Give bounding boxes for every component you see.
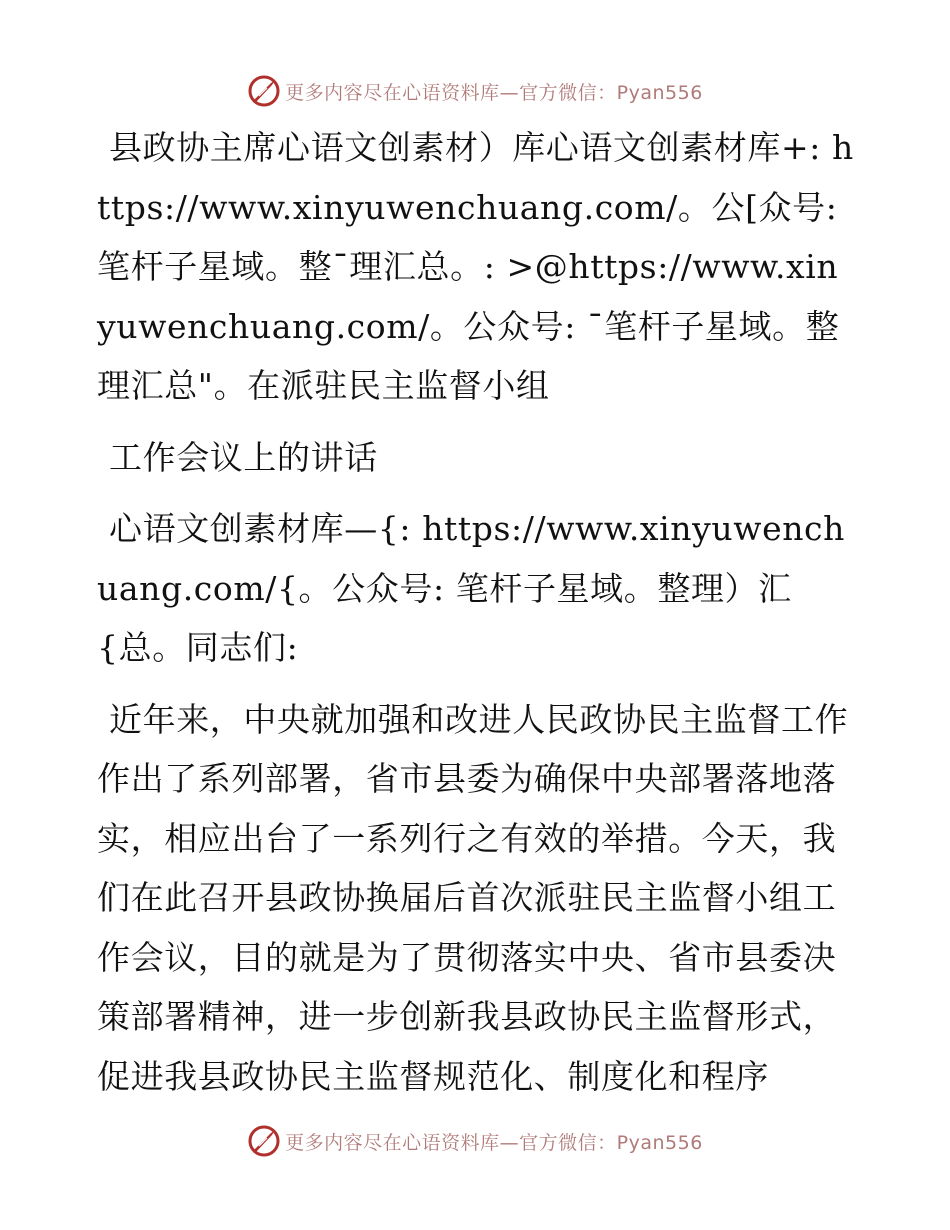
paragraph-title xyxy=(97,428,857,488)
quill-pen-logo-icon xyxy=(247,1124,281,1158)
quill-pen-logo-icon xyxy=(247,74,281,108)
paragraph-body xyxy=(97,690,857,1107)
header-watermark-banner xyxy=(0,71,950,111)
paragraph-intro xyxy=(97,118,857,416)
footer-watermark-banner xyxy=(0,1121,950,1161)
paragraph-title-text: 工作会议上的讲话 xyxy=(109,437,378,477)
document-body xyxy=(97,118,857,1118)
paragraph-body-text: 近年来，中央就加强和改进人民政协民主监督工作作出了系列部署，省市县委为确保中央部署落地落实，相应出台了一系列行之有效的举措。今天，我们在此召开县政协换届后首次派驻民主监督小组工作会议，目的就是为了贯彻落实中央、省市县委决策部署精神，进一步创新我县政协民主监督形式，促进我县政协民主监督规范化、制度化和程序 xyxy=(97,699,849,1096)
paragraph-intro-text: 县政协主席心语文创素材）库心语文创素材库+: https://www.xinyuwenchuang.com/。公[众号: 笔杆子星域。整¯理汇总。: >@https://www.xinyuwenchuang.com/。公众号: ¯笔杆子星域。整理汇总"。在派驻民主监督小组 xyxy=(97,128,854,405)
header-watermark-text: 更多内容尽在心语资料库—官方微信：Pyan556 xyxy=(285,81,703,104)
paragraph-greeting xyxy=(97,499,857,678)
footer-watermark-text: 更多内容尽在心语资料库—官方微信：Pyan556 xyxy=(285,1131,703,1154)
paragraph-greeting-text: 心语文创素材库—{: https://www.xinyuwenchuang.com/{。公众号: 笔杆子星域。整理）汇{总。同志们: xyxy=(97,509,845,667)
